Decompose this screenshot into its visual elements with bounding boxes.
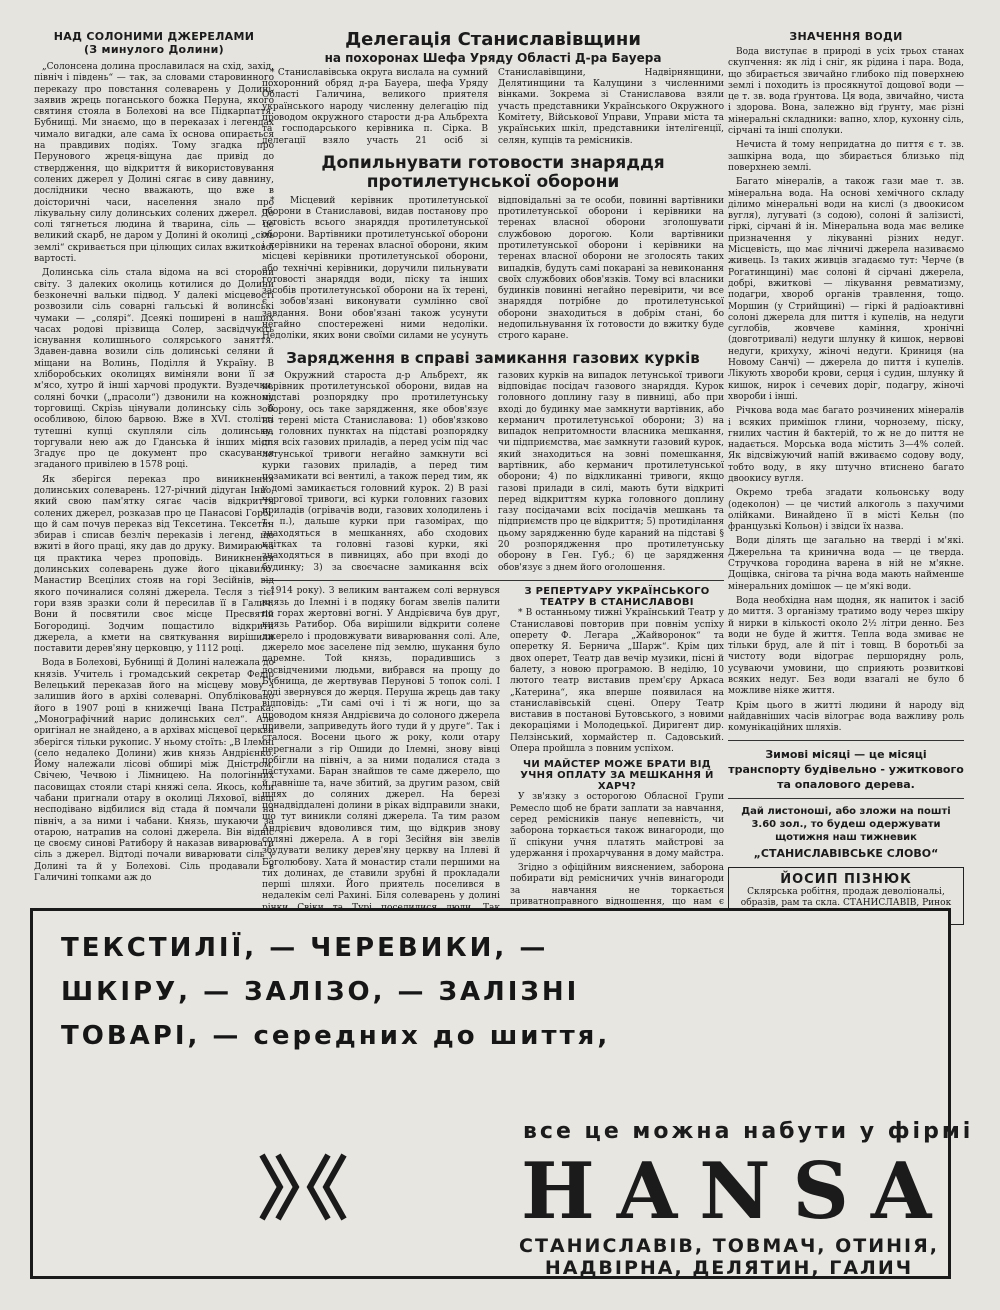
defense-article-title: Допильнувати готовости знаряддя протилетунської оборони — [321, 153, 665, 193]
water-article-paragraph: Багато мінералів, а також гази мае т. зв. мінеральна вода. На основі хемічного складу ділимо мінеральні води на кислі (з двоокисом вугля), лугуваті (з содою), солоні й залізисті, гіркі, сірчані й ін. Мінеральна вода має велике призначення у лікуванні різних недуг. Місцевість, що має лічничі джерела називаємо живець. Із таких живців згадаємо тут: Черче (в Рогатинщині) має солоні й сірчані джерела, добрі, вжиткові — лікування ревматизму, подагри, хвороб органів травлення, тощо. Моршин (у Стрийщині) — гіркі й радіоактивні солоні джерела для пиття і купелів, на недуги суглобів, жовчеве каміння, хронічні (довготривалі) недуги шлунку й кишок, нервові недуги, крихуху, жіночі недуги. Криниця (на Новому Санчі) — джерела до пиття і купелів. Лікують хвороби крови, серця і судин, шлунку й кишок, нирок і сечевих доріг, подагру, жіночі хвороби і інші. — [728, 177, 964, 402]
defense-article-body — [262, 196, 724, 344]
water-article-paragraph: Вода виступає в природі в усіх трьох станах скупчення: як лід і сніг, як рідина і пара. Вода, що збирається звичайно глибоко під поверхнею землі і походить із просякнутої дощової води — це т. зв. вода ґрунтова. Ця вода, звичайно, чиста і здорова. Вона, залежно від ґрунту, має різні мінеральні складники: вапно, хлор, кухонну сіль, сірчані та інші сполуки. — [728, 47, 964, 137]
middle-column — [262, 29, 725, 907]
left-article-paragraph: Долинська сіль стала відома на всі сторони світу. З далеких околиць котилися до Долини безконечні вальки підвод. У далекі місцевості розвозили сіль соварні гальські й волинські чумаки — „солярі“. Дсеякі поширені в наших часах родові прізвища Солер, засвідчують існування колишнього солярського заняття. Здавен-давна возили сіль долинські селяни й міщани на Волинь, Поділля й Україну. В хліборобських околицях виміняли вони її за м'ясо, хутро й інші харчові продукти. Вуздечки, соляні бочки („прасоли“) дзвонили на кожному торговищі. Скрізь цінували долинську сіль з її особливою, білою барвою. Вже в XVI. столітті тутешні купці скупляли сіль долинську, торгували нею аж до Гданська й інших міст. Згадує про це документ про скасування згаданого привілею в 1578 році. — [34, 268, 274, 471]
winter-notice: Зимові місяці — це місяці транспорту будівельно - ужиткового та опалового дерева. — [728, 747, 964, 791]
water-article-paragraph: Вода необхідна нам щодня, як напиток і засіб до миття. З організму тратимо воду через шкіру й нирки в кількості около 2½ літри денно. Без води не буде й життя. Тепла вода змиває не тільки бруд, але й піт і товщ. В боротьбі за чистоту води відограє першорядну роль, усуваючи умовини, що сприяють розвиткові всяких недуг. Без води взагалі не було б можливе ніяке життя. — [728, 595, 964, 697]
left-article-paragraph: „Солонсена долина прославилася на схід, захід, північ і південь“ — так, за словами старовинного перекazу про повстання солеварень у Долині, заявив жрець поганського божка Перуна, якого святиня стояла в Болехові на все Підкарпаття. Бубнищі. Ми знаємо, що в переказах і легендах чимало вигадки, але сама їх основа опирається на правдивих подіях. Тому згадка про Перунового жреця-віщуна дає привід до ствердження, що відкриття й використовування солених джерел у Долині сягає в сиву давнину, дослідники чесно вважають, що вже в доісторичні часи, населення знало про лікувальну силу долинських солених джерел. До солі тягнеться людина й тварина, сіль — це великий скарб, не даром у Долині й околиці „сіль землі“ скривається при цілющих силах вжиткової вартості. — [34, 62, 274, 265]
left-article-title: НАД СОЛОНИМИ ДЖЕРЕЛАМИ — [53, 30, 255, 43]
water-article-paragraph: Нечиста й тому непридатна до пиття є т. зв. зашкірна вода, що збирається близько під поверхнею землі. — [728, 140, 964, 173]
ad-tagline: все це можна набути у фірмі — [523, 1119, 974, 1144]
gas-article-paragraph: * Окружний староста д-р Альбрехт, як керівник протилетунської оборони, видав на підставі розпорядку про протилетунську оборону, ось таке зарядження, яке обов'язує на терені міста Станиславова: 1) обов'язково на головних пунктах на підставі розпорядку для всіх газових приладів, а перед усім під час летунської тривоги негайно замкнути всі курки газових приладів, а перед тим позамикати всі вентилі, а також перед тим, як у домі замикається головний курок. 2) В разі чергової тривоги, всі курки головних газових приладів (огрівачів води, газових холодилень і т. п.), дальше курки при газомірах, що знаходяться в мешканнях, або сходових клітках та головні газові курки, які знаходяться в пивницях, або при вході до будинку; 3) за своєчасне замикання всіх газових курків на випадок летунської тривоги відповідає посідач газового знаряддя. Курок головного доплину газу в пивниці, або при вході до будинку мае замкнути вартівник, або керманич протилетунської оборони; 3) на випадок непритомности власника мешкання, чи підприємства, має замкнути газовий курок, який знаходиться на зовні помешкання, вартівник, або керманич протилетунської оборони; 4) по відкликанні тривоги, якщо газові прилади в силі, мають бути відкриті перед відкриттям курка головного доплину газу посідачами всіх посідачів мешкань та підприємств про це відкриття; 5) протиділання цьому зарядженню буде караний на підставі § 20 розпорядження про протилетунську оборону в Ген. Губ.; 6) це зарядження обов'язує з днем його оголошення. — [262, 370, 725, 573]
main-article-paragraph: * Станиславівська округа вислала на сумний похоронний обряд д-ра Бауера, шефа Уряду Області Галичина, великого приятеля українського народу численну делегацію під проводом окружного старости д-ра Альбрехта та господарського керівника п. Сірка. В делегації взяло участь 21 осіб зі Станиславівщини, Надвірнянщини, Делятинщини та Калущини з численними вінками. Зокрема зі Станиславова взяли участь представники Українського Окружного Комітету, Військової Управи, Управи міста та українських шкіл, представники інтелігенції, селян, купців та ремісників. — [262, 67, 724, 146]
left-article-paragraph: Вода в Болехові, Бубнищі й Долині належала до князів. Учитель і громадський секретар Федір Велецький переказав його на місцеву мову і залишив його в архіві солеварні. Опубліковано його в 1907 році в книжечці Івана Пстрака: „Монографічний нарис долинських сел“. Але оригінал не знайдено, а в архівах місцевої церкви зберігся тільки рукопис. У ньому стоїть: „В Ілемні (село недалеко Долини) жив князь Андрієнко. Йому належали лісові обширі між Дністром, Свічею, Чечвою і Лімницею. На пологінних пасовищах стояли старі княжі села. Якось, коли чабани пригнали отару в околиці Ляхової, вівці несподівано відбилися від стада й помчали на північ, а за ними і чабани. Князь, шукаючи за отарою, натрапив на солоні джерела. Він відніс це своєму синові Ратибору й наказав виварювати сіль з джерел. Відтоді почали виварювати сіль у Долині та й у Болехові. Сіль продавали в Галичині топками аж до — [34, 658, 274, 884]
gas-article-title: Зарядження в справі замикання газових курків — [286, 349, 700, 368]
hansa-advertisement — [30, 908, 974, 1279]
hansa-logo-icon — [258, 1147, 348, 1227]
water-article-paragraph: Окремо треба згадати кольонську воду (одеколон) — це чистий алкоголь з пахучими олійками. Винайдено її в місті Кельн (по французькі Кольон) і звідси їх назва. — [728, 488, 964, 533]
divider — [728, 798, 964, 799]
theatre-article-paragraph: * В останньому тижні Український Театр у Станиславові повторив при повнім успіху оперету Ф. Легара „Жайворонок“ та оперетку Я. Бернича „Шарж“. Крім цих двох оперет, Театр дав вечір музики, пісні й балету, з новою програмою. В неділю, 10 лютого театр виставив прем'єру Аркаса „Катерина“, яка вперше появилася на станиславівській сцені. Оперу Театр виставив в постанові Бутовського, з новими декораціями і Молодецької. Диригент дир. Пелзінський, хормайстер п. Садовський. Опера пройшла з повним успіхом. — [510, 608, 724, 755]
subscription-notice: Дай листоноші, або зложи на пошті 3.60 зол., то будеш одержувати щотижня наш тижневик — [741, 805, 951, 843]
ad-address: СТАНИСЛАВІВ, ТОВМАЧ, ОТИНІЯ, — [519, 1235, 939, 1257]
left-article-paragraph: Як зберігся переказ про виникнення долинських солеварень. 127-річний дідуган Інко, який свою пам'ятку сягає часів відкриття солених джерел, розказав про це Панасові Горбі, що й сам почув переказ від Тексетина. Тексетин збирав і списав безліч переказів і легенд, що вжиті в його праці, яку дав до друку. Вимираюча ця практика через проповідь. Виникнення долинських солеварень дуже його цікавило. Манастир Всецілих стояв на горі Зесійнів, від якого починалися соляні джерела. Тесля з тієї гори взяв зразки соли й пересилав її в Галич. Вони й посвятили своє місце Пресвятій Богородиці. Зодчим пощастило відкрити джерела, а кмети на святкування вирішили поставити дерев'яну церковцю, у 1112 році. — [34, 474, 274, 655]
newspaper-name: „СТАНИСЛАВІВСЬКЕ СЛОВО“ — [753, 846, 939, 860]
right-column — [728, 30, 964, 908]
apprentice-article-paragraph: У зв'язку з осторогою Обласної Групи Ремесло щоб не брати заплати за навчання, серед ремісників панує непевність, чи заборона торкається також винагороди, що її спікуни учня платять майстрові за удержання і прохарчування в дому майстра. — [510, 792, 724, 859]
shop-name: ЙОСИП ПІЗНЮК — [780, 871, 912, 887]
ad-brand-name: HANSA — [521, 1146, 954, 1237]
divider — [262, 580, 724, 581]
ad-address: НАДВІРНА, ДЕЛЯТИН, ГАЛИЧ — [544, 1257, 914, 1279]
left-column — [34, 30, 274, 884]
theatre-article-title: З РЕПЕРТУАРУ УКРАЇНСЬКОГО ТЕАТРУ В СТАНИСЛАВОВІ — [524, 586, 710, 609]
main-article-body — [262, 68, 724, 149]
water-article-title: ЗНАЧЕННЯ ВОДИ — [789, 30, 903, 43]
defense-article-paragraph: * Місцевий керівник протилетунської оборони в Станиславові, видав постанову про готовість всього знаряддя протилетунської оборони. Вартівники протилетунської оборони і керівники на теренах власної оборони, яким місцеві керівники протилетунської оборони, або технічні керівники, доручили пильнувати готовості знаряддя води, піску та інших засобів протилетунської оборони на їх терені, є зобов'язані виконувати сумлінно свої завдання. Вони обов'язані також усунути негайно спостережені ними недоліки. Недоліки, яких вони своїми силами не усунуть відповідальні за те особи, повинні вартівники протилетунської оборони і керівники на теренах власної оборони зголошувати службовою дорогою. Коли вартівники протилетунської оборони і керівники на теренах власної оборони не зголосять таких випадків, будуть самі покарані за невиконання своїх службових обов'язків. Тому всі власники будинків повинні негайно перевірити, чи все знаряддя потрібне до протилетунської оборони знаходиться в добрім стані, бо недопильнування їх готовости до вжитку буде строго каране. — [262, 195, 724, 342]
divider — [728, 740, 964, 741]
water-article-paragraph: Крім цього в житті людини й народу від найдавніших часів вілограє вода важливу роль комунікаційних шляхів. — [728, 700, 964, 734]
gas-article-body — [262, 371, 724, 576]
apprentice-article-title: ЧИ МАЙСТЕР МОЖЕ БРАТИ ВІД УЧНЯ ОПЛАТУ ЗА МЕШКАННЯ Й ХАРЧ? — [520, 759, 714, 793]
main-article-title: Делегація Станиславівщини — [345, 29, 641, 50]
apprentice-article-paragraph: Згідно з офіційним вияснением, заборона побирати від ремісничих учнів винагороди за навчання не торкається приватноправного відношення, що нам є — [510, 863, 724, 907]
ad-line: ТОВАРІ, — середних до шиття, — [61, 1021, 611, 1051]
shop-text: Склярська робітня, продаж деволіональі, образів, рам та скла. СТАНИСЛАВІВ, Ринок — [740, 886, 952, 908]
ad-line: ШКІРУ, — ЗАЛІЗО, — ЗАЛІЗНІ — [61, 977, 580, 1007]
main-article-subtitle: на похоронах Шефа Уряду Області Д-ра Бауера — [324, 50, 662, 65]
continuation-paragraph: 1914 року). З великим вантажем солі вернувся князь до Ілемні і в подяку богам звелів палити по горах жертовні вогні. У Андрієвича був друг, князь Ратибор. Оба вирішили відкрити солене джерело і продовжувати виварювання солі. Але, джерело моє заселене під землю, шукання було даремне. Той князь, порадившись з досвідченими людьми, вибрався на прощу до Бубнища, де жертвував Перунові 5 топок солі. І тоді звернувся до жерця. Перуша жрець дав таку відповідь: „Ти самі очі і ті ж ноги, що за проводом князя Андрієвича до солоного джерела привели, заприведуть його туди й у друге“. Так і сталося. Восени цього ж року, коли отару перегнали з гір Ошиди до Ілемні, знову вівці побігли на північ, а за ними подалися стада з пастухами. Баран знайшов те саме джерело, що й давніше та, наче збитий, за другим разом, свій шлях до соляних джерел. На березі понадвіддалені долини в ріках відправили знаки, що тут виникли соляні джерела. Та тим разом Андрієвич вдоволився тим, що відкрив знову соляні джерела. А в горі Зесійня він звелів збудувати велику дерев'яну церкву на Іллеві й Боголюбову. Хата й монастир стали першими на тих долинах, де ставили зрубні й прокладали перші шляхи. Його приятель поселився в недалекім селі Рахині. Біля солеварень у долині — [262, 586, 500, 902]
ad-line: ТЕКСТИЛІЇ, — ЧЕРЕВИКИ, — — [61, 933, 549, 963]
water-article-paragraph: Річкова вода має багато розчинених мінералів і всяких примішок глини, чорнозему, піску, гнилих частин й бактерій, то ж не до пиття не надається. Морська вода містить 3—4% солей. Як відсвіжуючий напій вживаємо содову воду, тобто воду, в яку штучно втиснено багато двоокису вугля. — [728, 406, 964, 484]
water-article-paragraph: Води ділять ще загально на тверді і м'які. Джерельна та кринична вода — це тверда. Стручкова городина варена в ній не м'якне. Дощівка, снігова та річна вода мають найменше мінеральних домішок — це м'які води. — [728, 536, 964, 592]
left-article-subtitle: (З минулого Долини) — [83, 43, 225, 56]
